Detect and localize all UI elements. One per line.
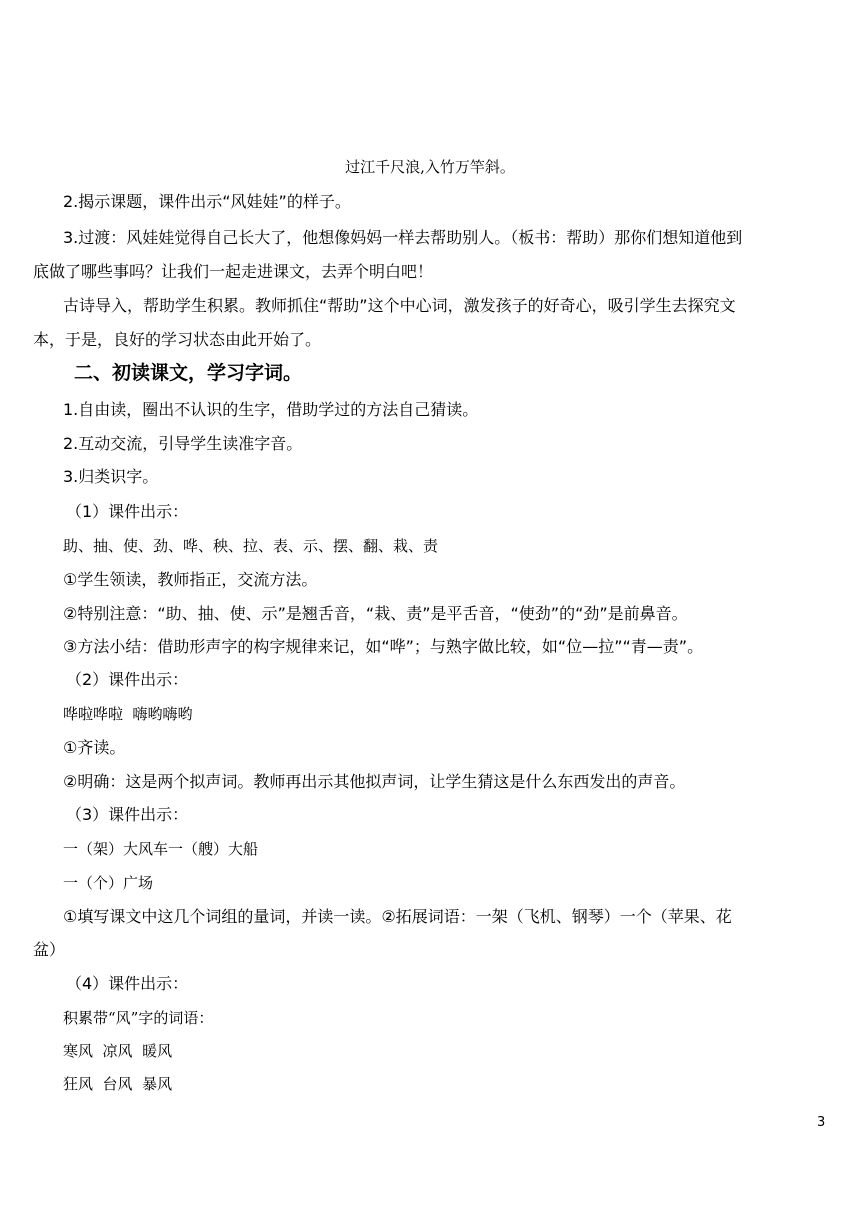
paragraph-comment-cont: 本，于是，良好的学习状态由此开始了。 [33,330,322,349]
step-3: 3.归类识字。 [63,467,159,486]
group2-note-1: ①齐读。 [63,738,126,757]
group3-line-1: 一（架）大风车一（艘）大船 [63,840,259,858]
group2-note-2: ②明确：这是两个拟声词。教师再出示其他拟声词，让学生猜这是什么东西发出的声音。 [63,772,686,791]
group2-label: （2）课件出示： [66,670,189,689]
group3-note-line-2: 盆） [33,940,66,959]
group3-label: （3）课件出示： [66,805,189,824]
group3-line-2: 一（个）广场 [63,874,154,892]
paragraph-transition-cont: 底做了哪些事吗？让我们一起走进课文，去弄个明白吧！ [33,262,434,281]
group1-note-3: ③方法小结：借助形声字的构字规律来记，如“哗”；与熟字做比较，如“位—拉”“青—责”。 [63,637,704,656]
paragraph-comment: 古诗导入，帮助学生积累。教师抓住“帮助”这个中心词，激发孩子的好奇心，吸引学生去探究文 [63,296,736,315]
page-number: 3 [817,1115,826,1130]
group4-label: （4）课件出示： [66,974,189,993]
group4-intro: 积累带“风”字的词语： [63,1009,214,1027]
step-2: 2.互动交流，引导学生读准字音。 [63,434,303,453]
group1-chars: 助、抽、使、劲、哗、秧、拉、表、示、摆、翻、栽、责 [63,537,439,555]
poem-line: 过江千尺浪,入竹万竿斜。 [345,158,515,176]
group1-note-2: ②特别注意：“助、抽、使、示”是翘舌音，“栽、责”是平舌音，“使劲”的“劲”是前鼻音。 [63,604,688,623]
section-heading: 二、初读课文，学习字词。 [74,362,303,384]
group1-note-1: ①学生领读，教师指正，交流方法。 [63,570,318,589]
group1-label: （1）课件出示： [66,502,189,521]
paragraph-reveal-topic: 2.揭示课题，课件出示“风娃娃”的样子。 [63,192,351,211]
group4-row-2: 狂风 台风 暴风 [63,1075,173,1093]
group2-words: 哗啦哗啦 嗨哟嗨哟 [63,705,193,723]
step-1: 1.自由读，圈出不认识的生字，借助学过的方法自己猜读。 [63,400,479,419]
group3-note-line-1: ①填写课文中这几个词组的量词，并读一读。②拓展词语：一架（飞机、钢琴）一个（苹果、花 [63,907,732,926]
group4-row-1: 寒风 凉风 暖风 [63,1042,173,1060]
paragraph-transition: 3.过渡：风娃娃觉得自己长大了，他想像妈妈一样去帮助别人。（板书：帮助）那你们想知道他到 [63,228,743,247]
